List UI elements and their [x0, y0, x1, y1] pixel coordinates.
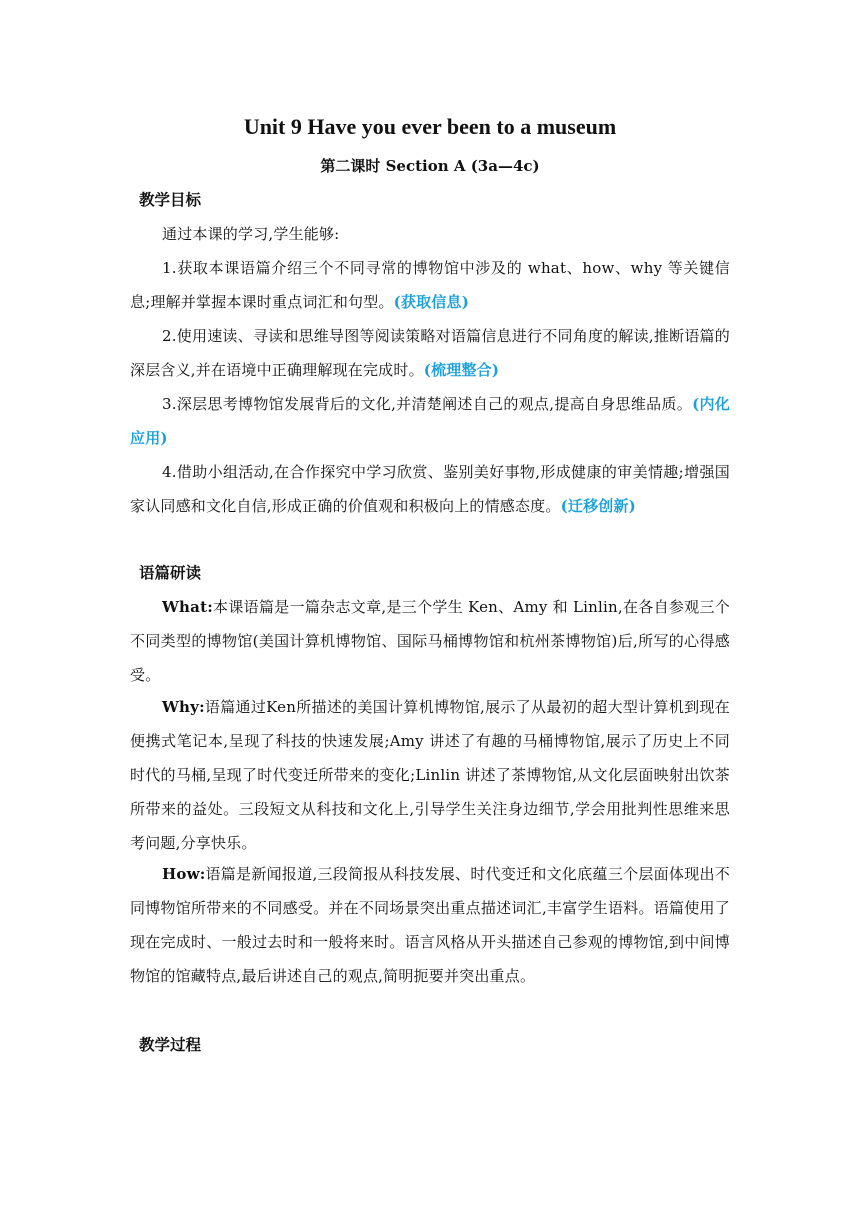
- why-text: 语篇通过Ken所描述的美国计算机博物馆,展示了从最初的超大型计算机到现在便携式笔记本,呈现了科技的快速发展;Amy 讲述了有趣的马桶博物馆,展示了历史上不同时代的马桶,呈现了时代变迁所带来的变化;Linlin 讲述了茶博物馆,从文化层面映射出饮茶所带来的益处。三段短文从科技和文化上,引导学生关注身边细节,学会用批判性思维来思考问题,分享快乐。: [130, 698, 730, 852]
- objective-item: [130, 387, 730, 455]
- analysis-what: [130, 590, 730, 692]
- objective-tag: (梳理整合): [423, 361, 500, 379]
- objective-text: 2.使用速读、寻读和思维导图等阅读策略对语篇信息进行不同角度的解读,推断语篇的深层含义,并在语境中正确理解现在完成时。: [130, 327, 730, 379]
- objective-tag: (获取信息): [393, 293, 470, 311]
- process-heading: 教学过程: [139, 1035, 202, 1054]
- analysis-why: [130, 690, 730, 860]
- how-label: How:: [162, 865, 206, 883]
- how-text: 语篇是新闻报道,三段简报从科技发展、时代变迁和文化底蕴三个层面体现出不同博物馆所带来的不同感受。并在不同场景突出重点描述词汇,丰富学生语料。语篇使用了现在完成时、一般过去时和一般将来时。语言风格从开头描述自己参观的博物馆,到中间博物馆的馆藏特点,最后讲述自己的观点,简明扼要并突出重点。: [130, 865, 730, 985]
- objectives-intro: 通过本课的学习,学生能够:: [162, 225, 340, 243]
- what-label: What:: [162, 598, 213, 616]
- objective-text: 4.借助小组活动,在合作探究中学习欣赏、鉴别美好事物,形成健康的审美情趣;增强国家认同感和文化自信,形成正确的价值观和积极向上的情感态度。: [130, 463, 730, 515]
- objectives-heading: 教学目标: [139, 190, 202, 209]
- objective-tag: (内化应用): [130, 395, 730, 447]
- objective-item: [130, 319, 730, 387]
- objective-item: [130, 455, 730, 523]
- analysis-heading: 语篇研读: [139, 563, 202, 582]
- document-title: Unit 9 Have you ever been to a museum: [243, 114, 617, 139]
- why-label: Why:: [162, 698, 205, 716]
- objective-text: 1.获取本课语篇介绍三个不同寻常的博物馆中涉及的 what、how、why 等关键信息;理解并掌握本课时重点词汇和句型。: [130, 259, 730, 311]
- what-text: 本课语篇是一篇杂志文章,是三个学生 Ken、Amy 和 Linlin,在各自参观三个不同类型的博物馆(美国计算机博物馆、国际马桶博物馆和杭州茶博物馆)后,所写的心得感受。: [130, 598, 730, 684]
- objective-text: 3.深层思考博物馆发展背后的文化,并清楚阐述自己的观点,提高自身思维品质。: [162, 395, 693, 413]
- analysis-how: [130, 857, 730, 993]
- objective-item: [130, 251, 730, 319]
- objective-tag: (迁移创新): [560, 497, 636, 515]
- lesson-subtitle: 第二课时 Section A (3a—4c): [320, 157, 540, 175]
